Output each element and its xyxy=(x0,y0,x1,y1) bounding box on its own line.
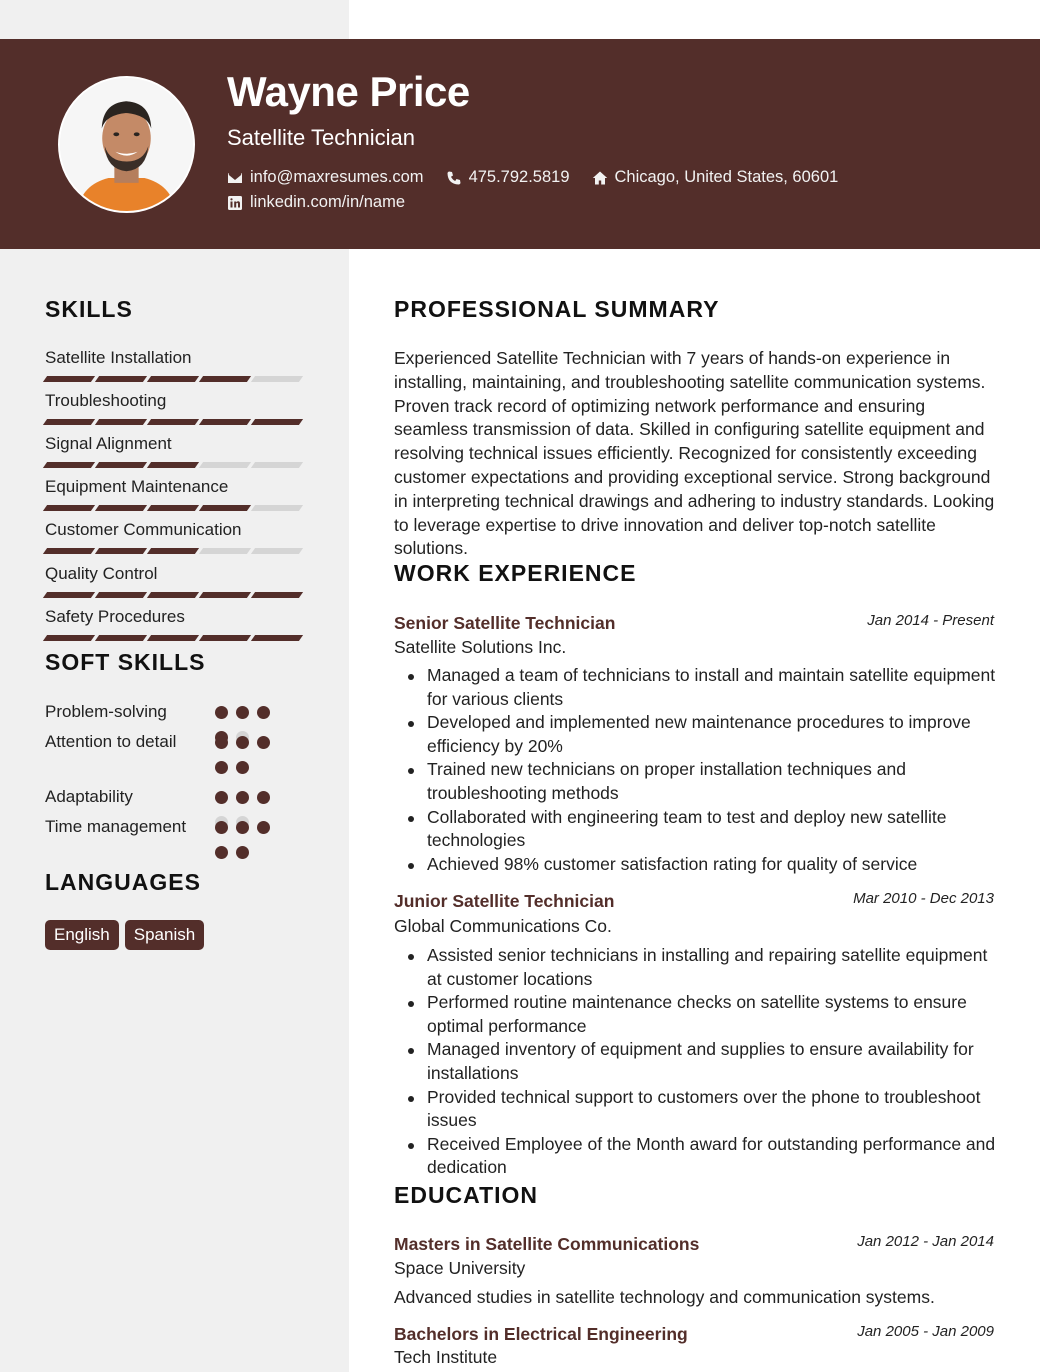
skill-level-bar xyxy=(45,505,305,511)
skill-item xyxy=(45,564,305,598)
skill-segment-filled xyxy=(95,592,147,598)
job-bullet: Received Employee of the Month award for outstanding performance and dedication xyxy=(404,1133,999,1180)
rating-dot-filled xyxy=(257,736,270,749)
skill-name: Quality Control xyxy=(45,564,158,583)
job-company: Satellite Solutions Inc. xyxy=(394,637,567,657)
skill-segment-filled xyxy=(147,462,199,468)
skill-segment-filled xyxy=(199,635,251,641)
job-bullet: Trained new technicians on proper installation techniques and troubleshooting methods xyxy=(404,758,999,805)
skill-level-bar xyxy=(45,548,305,554)
skill-segment-empty xyxy=(251,548,303,554)
skill-segment-filled xyxy=(43,635,95,641)
education-heading: EDUCATION xyxy=(394,1182,539,1208)
skill-segment-filled xyxy=(95,419,147,425)
skill-segment-filled xyxy=(95,376,147,382)
skill-segment-filled xyxy=(147,635,199,641)
rating-dot-filled xyxy=(257,706,270,719)
soft-skill-name: Adaptability xyxy=(45,787,133,806)
degree-title: Masters in Satellite Communications xyxy=(394,1234,700,1254)
experience-heading: WORK EXPERIENCE xyxy=(394,560,637,586)
skill-segment-empty xyxy=(251,505,303,511)
language-tags xyxy=(45,920,210,950)
skill-segment-filled xyxy=(147,505,199,511)
skill-item xyxy=(45,477,305,511)
job-company: Global Communications Co. xyxy=(394,916,612,936)
soft-skill-dots xyxy=(215,815,290,871)
skill-segment-empty xyxy=(251,376,303,382)
linkedin-icon xyxy=(227,195,243,211)
language-tag: English xyxy=(45,920,119,950)
skills-heading: SKILLS xyxy=(45,296,133,322)
phone-text: 475.792.5819 xyxy=(468,168,570,186)
skill-segment-filled xyxy=(147,592,199,598)
job-dates: Mar 2010 - Dec 2013 xyxy=(853,890,994,907)
degree-description: Advanced studies in satellite technology and communication systems. xyxy=(394,1287,935,1307)
job-title: Senior Satellite Technician xyxy=(394,613,616,633)
skill-segment-filled xyxy=(43,419,95,425)
skill-item xyxy=(45,348,305,382)
skill-name: Safety Procedures xyxy=(45,607,185,626)
skill-name: Signal Alignment xyxy=(45,434,172,453)
contact-row xyxy=(227,168,860,187)
skill-segment-filled xyxy=(199,419,251,425)
soft-skill-item xyxy=(45,815,295,871)
rating-dot-filled xyxy=(236,761,249,774)
rating-dot-filled xyxy=(236,821,249,834)
skill-segment-filled xyxy=(95,635,147,641)
skill-level-bar xyxy=(45,376,305,382)
skill-segment-filled xyxy=(147,376,199,382)
skill-segment-empty xyxy=(199,462,251,468)
skill-segment-filled xyxy=(199,505,251,511)
linkedin-text: linkedin.com/in/name xyxy=(250,193,405,211)
skill-segment-filled xyxy=(95,505,147,511)
skill-segment-filled xyxy=(43,592,95,598)
rating-dot-filled xyxy=(215,821,228,834)
skill-segment-filled xyxy=(251,592,303,598)
skill-level-bar xyxy=(45,635,305,641)
contact-email[interactable] xyxy=(227,168,424,187)
skill-item xyxy=(45,391,305,425)
envelope-icon xyxy=(227,170,243,186)
skill-segment-filled xyxy=(251,419,303,425)
soft-skill-item xyxy=(45,730,295,786)
job-dates: Jan 2014 - Present xyxy=(867,612,994,629)
rating-dot-filled xyxy=(257,791,270,804)
languages-heading: LANGUAGES xyxy=(45,869,201,895)
contact-location xyxy=(592,168,839,187)
skill-name: Equipment Maintenance xyxy=(45,477,229,496)
degree-title: Bachelors in Electrical Engineering xyxy=(394,1324,688,1344)
phone-icon xyxy=(446,170,462,186)
job-bullet: Achieved 98% customer satisfaction rating for quality of service xyxy=(404,853,999,877)
soft-skill-dots xyxy=(215,730,290,786)
skill-segment-filled xyxy=(43,376,95,382)
degree-dates: Jan 2005 - Jan 2009 xyxy=(857,1323,994,1340)
rating-dot-filled xyxy=(236,736,249,749)
contact-phone[interactable] xyxy=(446,168,570,187)
skill-segment-filled xyxy=(251,635,303,641)
job-bullets xyxy=(404,664,999,876)
candidate-title: Satellite Technician xyxy=(227,125,415,150)
skill-segment-filled xyxy=(147,548,199,554)
skill-segment-filled xyxy=(199,592,251,598)
degree-dates: Jan 2012 - Jan 2014 xyxy=(857,1233,994,1250)
rating-dot-filled xyxy=(215,736,228,749)
soft-skills-heading: SOFT SKILLS xyxy=(45,649,206,675)
email-text: info@maxresumes.com xyxy=(250,168,424,186)
job-bullet: Managed a team of technicians to install and maintain satellite equipment for various clients xyxy=(404,664,999,711)
rating-dot-filled xyxy=(236,791,249,804)
skill-segment-filled xyxy=(95,548,147,554)
skill-level-bar xyxy=(45,419,305,425)
language-tag: Spanish xyxy=(125,920,204,950)
job-title: Junior Satellite Technician xyxy=(394,891,615,911)
contact-linkedin[interactable] xyxy=(227,193,405,212)
job-bullets xyxy=(404,944,999,1180)
candidate-name: Wayne Price xyxy=(227,68,470,115)
summary-text: Experienced Satellite Technician with 7 years of hands-on experience in installing, maintaining, and troubleshooting satellite communication systems. Proven track record of optimizing network performance and ensuring seamless transmission of data. Skilled in configuring satellite equipment and resolving technical issues efficiently. Recognized for consistently exceeding customer expectations and providing exceptional service. Strong background in interpreting technical drawings and adhering to industry standards. Looking to leverage expertise to drive innovation and deliver top-notch satellite solutions. xyxy=(394,348,995,559)
skill-name: Customer Communication xyxy=(45,520,242,539)
skill-name: Troubleshooting xyxy=(45,391,167,410)
rating-dot-filled xyxy=(236,846,249,859)
job-bullet: Assisted senior technicians in installing and repairing satellite equipment at customer locations xyxy=(404,944,999,991)
skill-level-bar xyxy=(45,462,305,468)
location-text: Chicago, United States, 60601 xyxy=(614,168,839,186)
soft-skill-name: Attention to detail xyxy=(45,732,177,751)
skill-segment-empty xyxy=(199,548,251,554)
skill-item xyxy=(45,607,305,641)
rating-dot-filled xyxy=(257,821,270,834)
rating-dot-filled xyxy=(215,706,228,719)
job-bullet: Managed inventory of equipment and supplies to ensure availability for installations xyxy=(404,1038,999,1085)
rating-dot-filled xyxy=(215,791,228,804)
job-bullet: Collaborated with engineering team to test and deploy new satellite technologies xyxy=(404,806,999,853)
skill-segment-filled xyxy=(95,462,147,468)
avatar-illustration xyxy=(60,78,193,211)
school-name: Space University xyxy=(394,1258,526,1278)
skill-segment-empty xyxy=(251,462,303,468)
resume-header xyxy=(0,39,1040,249)
skill-segment-filled xyxy=(147,419,199,425)
skill-segment-filled xyxy=(43,462,95,468)
job-bullet: Performed routine maintenance checks on satellite systems to ensure optimal performance xyxy=(404,991,999,1038)
rating-dot-filled xyxy=(215,761,228,774)
profile-photo xyxy=(58,76,195,213)
skill-level-bar xyxy=(45,592,305,598)
skill-name: Satellite Installation xyxy=(45,348,192,367)
job-bullet: Provided technical support to customers over the phone to troubleshoot issues xyxy=(404,1086,999,1133)
rating-dot-filled xyxy=(215,846,228,859)
skill-segment-filled xyxy=(43,505,95,511)
skill-segment-filled xyxy=(199,376,251,382)
job-bullet: Developed and implemented new maintenance procedures to improve efficiency by 20% xyxy=(404,711,999,758)
soft-skill-name: Problem-solving xyxy=(45,702,167,721)
skill-item xyxy=(45,520,305,554)
rating-dot-filled xyxy=(236,706,249,719)
skill-segment-filled xyxy=(43,548,95,554)
soft-skill-name: Time management xyxy=(45,817,187,836)
summary-heading: PROFESSIONAL SUMMARY xyxy=(394,296,720,322)
skill-item xyxy=(45,434,305,468)
home-icon xyxy=(592,170,608,186)
contact-row-secondary xyxy=(227,193,427,212)
school-name: Tech Institute xyxy=(394,1347,498,1367)
